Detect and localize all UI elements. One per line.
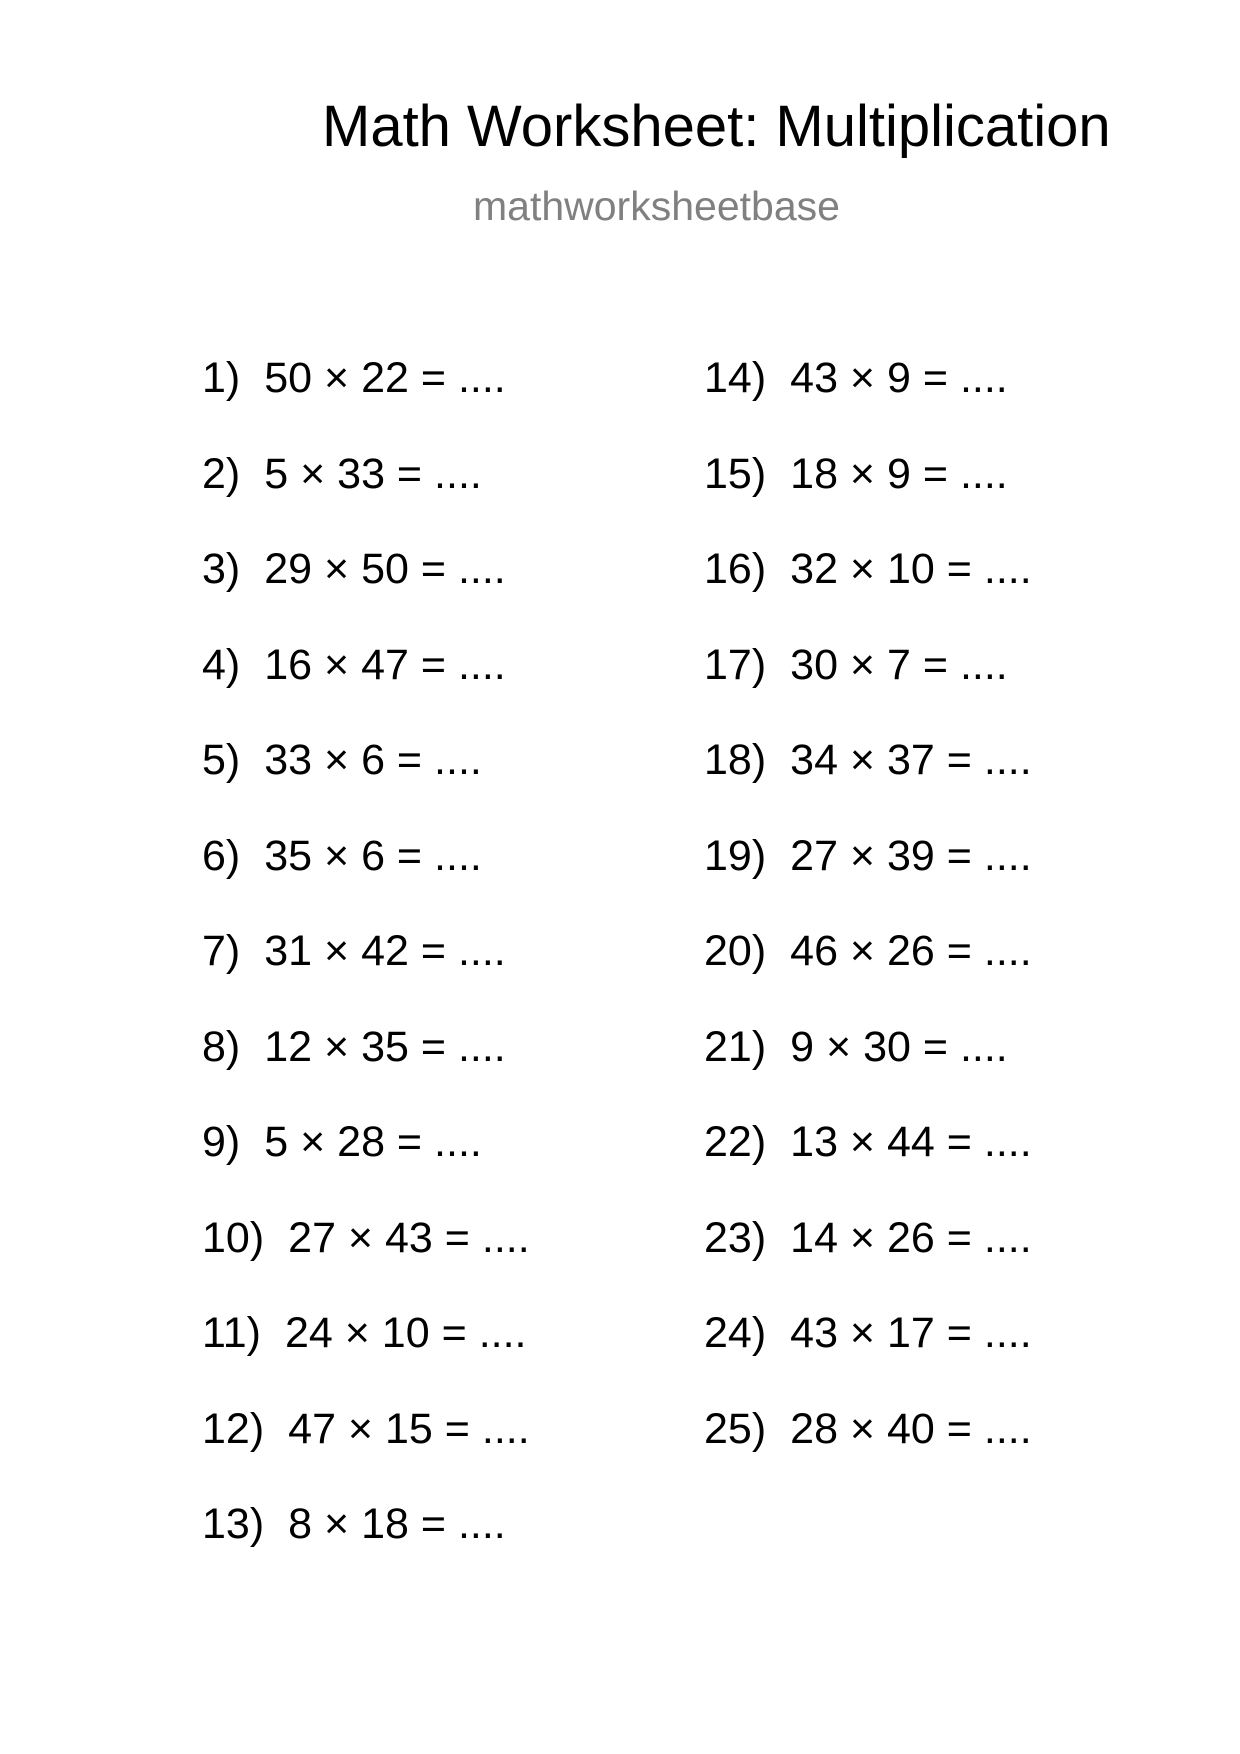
problem-number: 19) [704, 831, 767, 880]
answer-blank: .... [457, 1022, 506, 1071]
problem-expression: 24 × 10 = [284, 1309, 467, 1357]
problem-item [704, 1116, 1032, 1212]
problem-item [704, 352, 1032, 448]
problem-expression: 27 × 39 = [790, 831, 972, 880]
answer-blank: .... [959, 1022, 1008, 1071]
problem-expression: 5 × 33 = [264, 449, 423, 498]
problem-item [202, 639, 530, 735]
problem-item [704, 1021, 1032, 1117]
problem-expression: 35 × 6 = [264, 831, 423, 880]
answer-blank: .... [983, 1213, 1032, 1262]
answer-blank: .... [481, 1213, 530, 1262]
problem-expression: 31 × 42 = [264, 927, 446, 975]
problem-item [202, 543, 530, 639]
problem-item [202, 1498, 530, 1594]
problem-expression: 13 × 44 = [790, 1118, 972, 1166]
problem-column-left [202, 352, 530, 1594]
problem-number: 25) [704, 1404, 767, 1453]
problem-item [704, 543, 1032, 639]
problem-expression: 9 × 30 = [790, 1022, 948, 1071]
answer-blank: .... [481, 1404, 530, 1453]
problem-number: 5) [202, 736, 241, 784]
problem-number: 2) [202, 449, 241, 498]
problem-expression: 46 × 26 = [790, 927, 972, 975]
answer-blank: .... [457, 354, 506, 402]
answer-blank: .... [983, 1404, 1032, 1453]
problem-item [202, 1307, 530, 1403]
problem-expression: 18 × 9 = [790, 449, 948, 498]
answer-blank: .... [983, 736, 1032, 784]
answer-blank: .... [983, 831, 1032, 880]
problem-number: 11) [202, 1309, 261, 1357]
problem-number: 12) [202, 1404, 265, 1453]
answer-blank: .... [478, 1309, 527, 1357]
problem-item [704, 830, 1032, 926]
problem-column-right [704, 352, 1032, 1498]
problem-number: 4) [202, 640, 241, 689]
problem-number: 15) [704, 449, 767, 498]
answer-blank: .... [959, 640, 1008, 689]
answer-blank: .... [983, 545, 1032, 593]
answer-blank: .... [434, 1118, 482, 1166]
problem-item [704, 639, 1032, 735]
problem-item [704, 1212, 1032, 1308]
page-subtitle: mathworksheetbase [473, 183, 840, 229]
problem-item [202, 925, 530, 1021]
problem-number: 20) [704, 927, 767, 975]
problem-number: 23) [704, 1213, 767, 1262]
problem-expression: 16 × 47 = [264, 640, 446, 689]
problem-expression: 12 × 35 = [264, 1022, 446, 1071]
answer-blank: .... [959, 354, 1008, 402]
problem-expression: 27 × 43 = [288, 1213, 470, 1262]
problem-expression: 34 × 37 = [790, 736, 972, 784]
problem-number: 24) [704, 1309, 767, 1357]
problem-item [202, 734, 530, 830]
problem-expression: 8 × 18 = [288, 1500, 446, 1548]
problem-item [202, 1021, 530, 1117]
problem-item [202, 1212, 530, 1308]
problem-item [202, 352, 530, 448]
problem-number: 22) [704, 1118, 767, 1166]
problem-expression: 33 × 6 = [264, 736, 423, 784]
problem-number: 3) [202, 545, 241, 593]
problem-expression: 32 × 10 = [790, 545, 972, 593]
page-title: Math Worksheet: Multiplication [322, 94, 1111, 159]
problem-item [202, 1403, 530, 1499]
answer-blank: .... [457, 640, 506, 689]
problem-expression: 43 × 9 = [790, 354, 948, 402]
problem-item [704, 1403, 1032, 1499]
problem-item [202, 830, 530, 926]
problem-expression: 30 × 7 = [790, 640, 948, 689]
problem-expression: 43 × 17 = [790, 1309, 972, 1357]
answer-blank: .... [983, 1118, 1032, 1166]
problem-number: 7) [202, 927, 241, 975]
problem-number: 8) [202, 1022, 241, 1071]
problem-expression: 5 × 28 = [264, 1118, 423, 1166]
problem-item [704, 448, 1032, 544]
problem-number: 16) [704, 545, 767, 593]
problem-number: 14) [704, 354, 767, 402]
answer-blank: .... [434, 831, 482, 880]
problem-item [704, 734, 1032, 830]
problem-number: 13) [202, 1500, 265, 1548]
problem-expression: 29 × 50 = [264, 545, 446, 593]
problem-number: 1) [202, 354, 241, 402]
problem-number: 18) [704, 736, 767, 784]
answer-blank: .... [959, 449, 1008, 498]
problem-expression: 47 × 15 = [288, 1404, 470, 1453]
answer-blank: .... [434, 736, 482, 784]
problem-expression: 28 × 40 = [790, 1404, 972, 1453]
problem-number: 6) [202, 831, 241, 880]
problem-item [704, 925, 1032, 1021]
problem-number: 10) [202, 1213, 265, 1262]
problem-item [704, 1307, 1032, 1403]
problem-expression: 50 × 22 = [264, 354, 446, 402]
problem-expression: 14 × 26 = [790, 1213, 972, 1262]
problem-number: 9) [202, 1118, 241, 1166]
problem-number: 17) [704, 640, 767, 689]
problem-item [202, 1116, 530, 1212]
problem-number: 21) [704, 1022, 767, 1071]
answer-blank: .... [457, 545, 506, 593]
answer-blank: .... [983, 1309, 1032, 1357]
answer-blank: .... [457, 927, 506, 975]
answer-blank: .... [434, 449, 482, 498]
answer-blank: .... [457, 1500, 506, 1548]
problem-item [202, 448, 530, 544]
answer-blank: .... [983, 927, 1032, 975]
